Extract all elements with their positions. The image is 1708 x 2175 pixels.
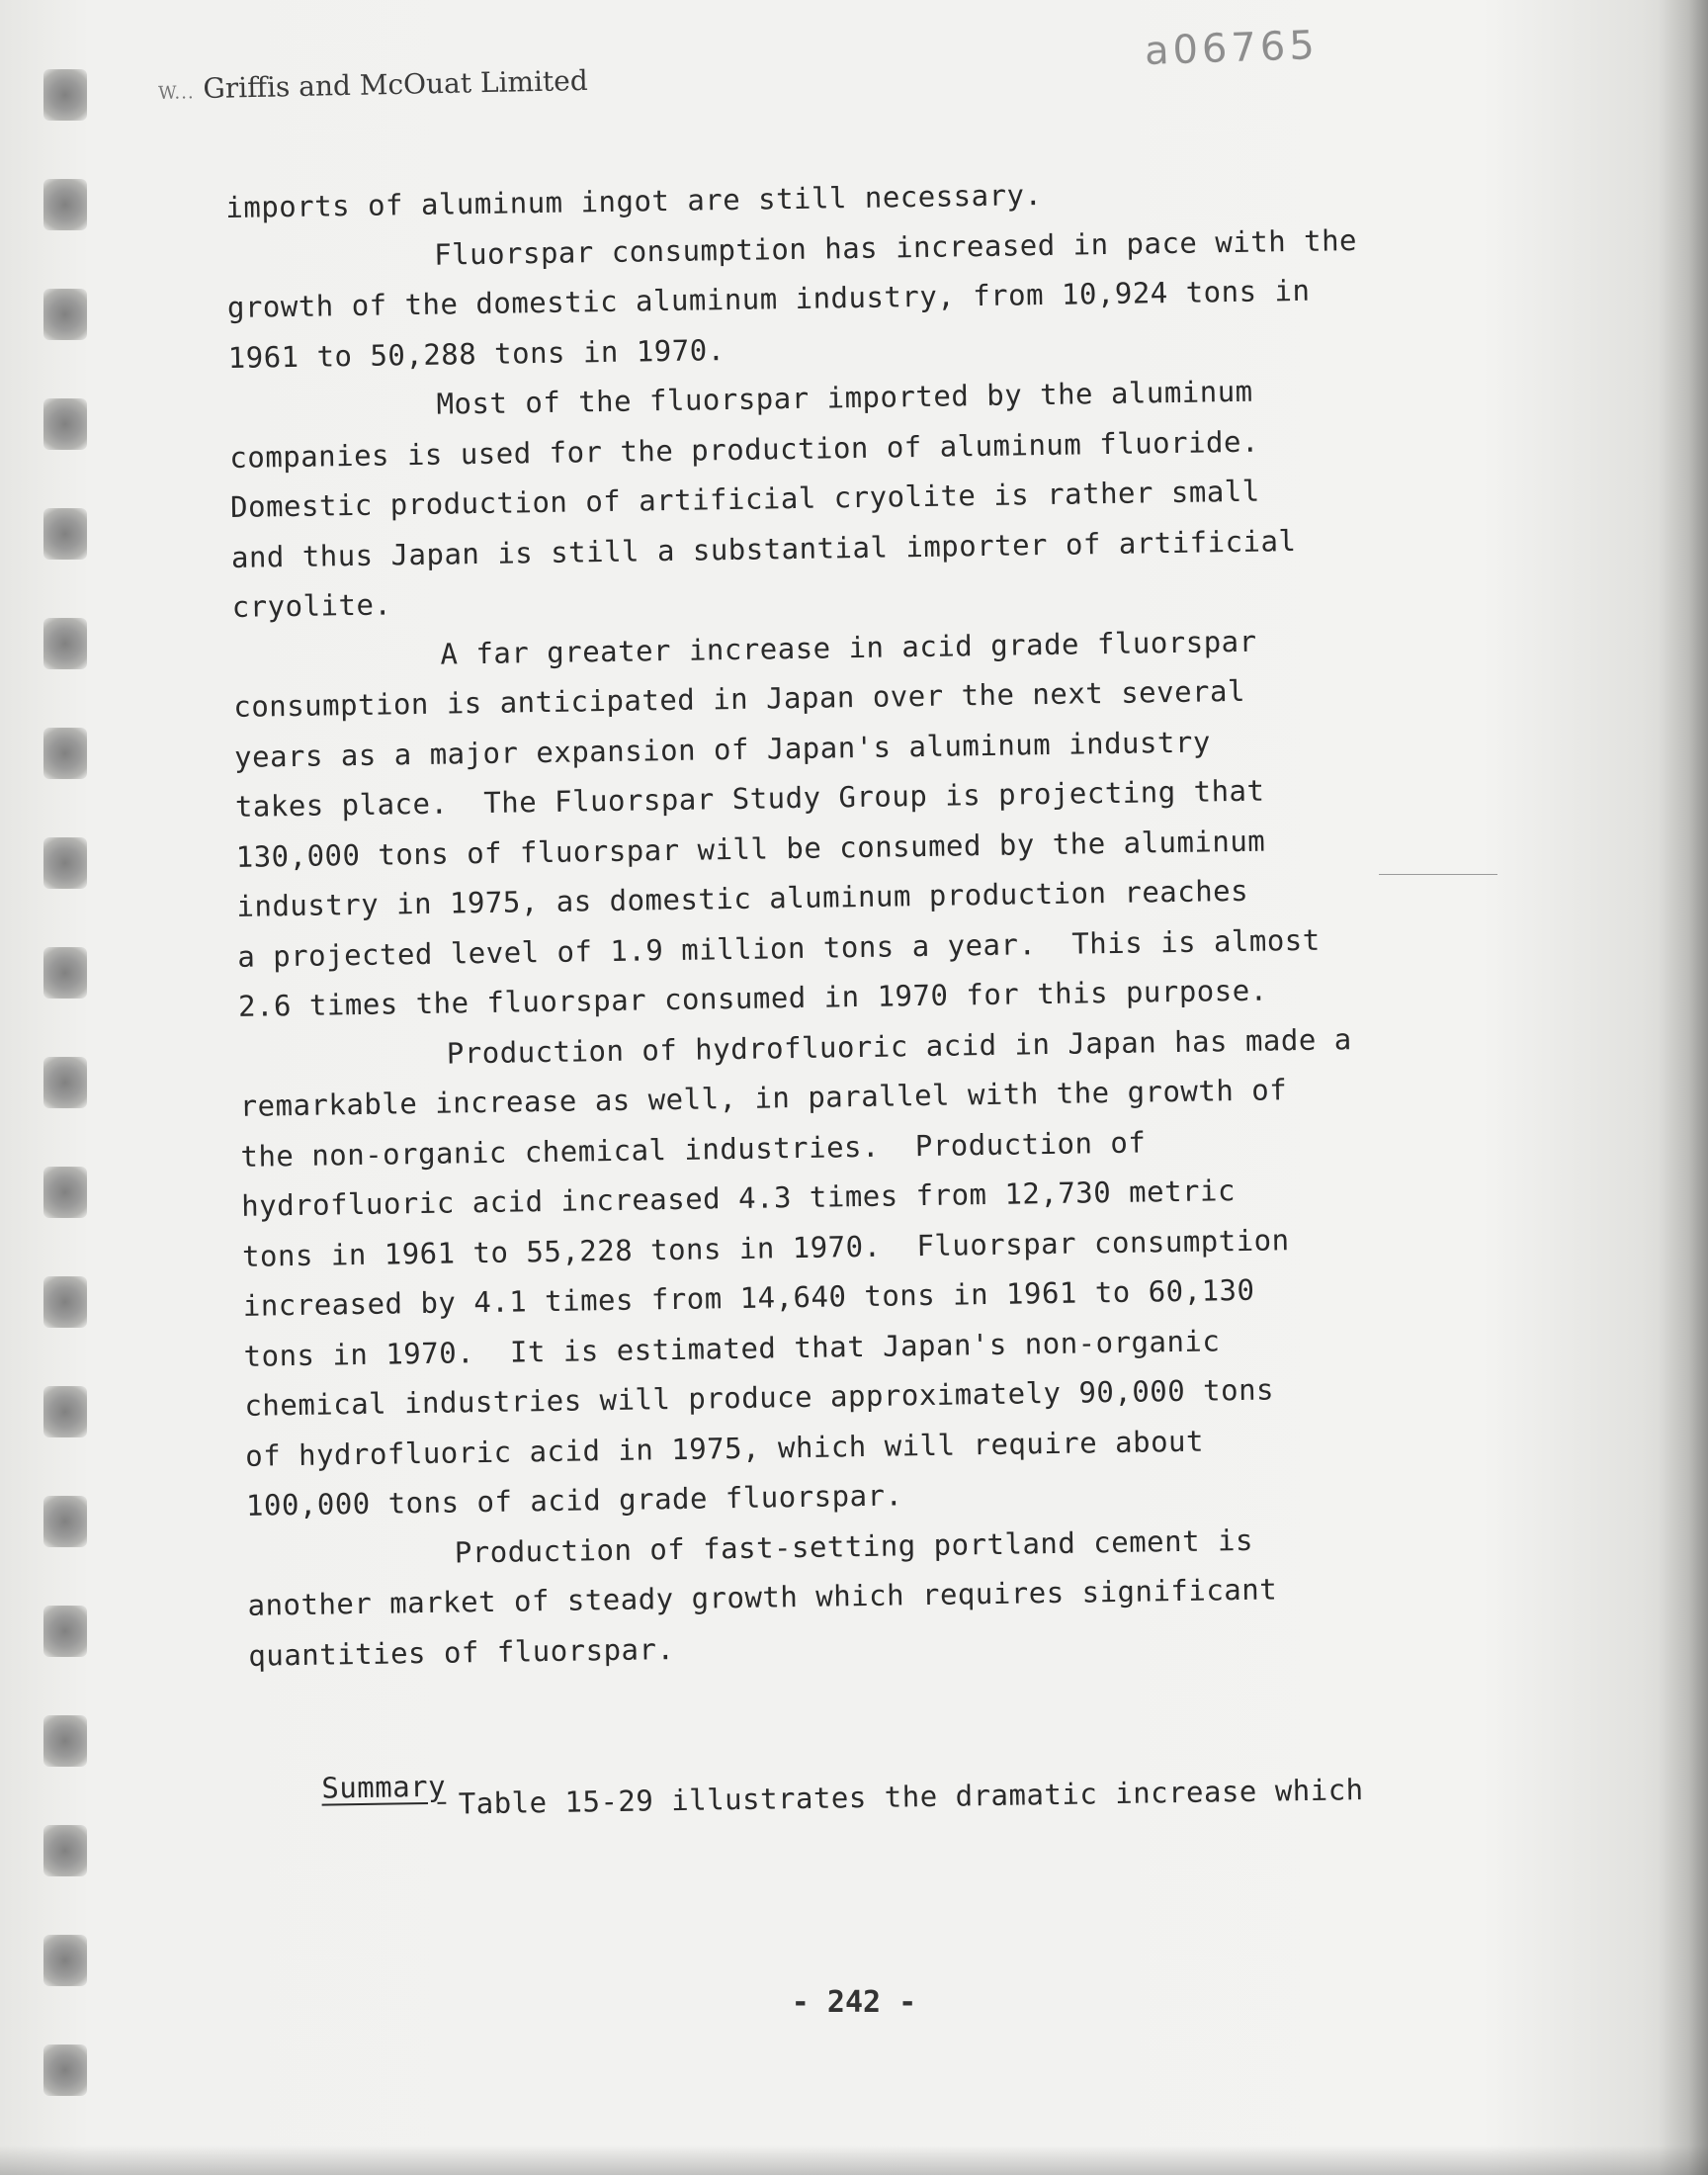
text-line: Production of hydrofluoric acid in Japan has made a (446, 1021, 1352, 1071)
text-line: years as a major expansion of Japan's aluminum industry (233, 724, 1212, 774)
binding-hole (43, 618, 87, 669)
page-bottom-shadow (0, 2145, 1708, 2175)
text-line: chemical industries will produce approximately 90,000 tons (244, 1372, 1275, 1423)
text-line: of hydrofluoric acid in 1975, which will require about (244, 1424, 1205, 1473)
binding-hole (43, 1715, 87, 1767)
paragraph (232, 612, 1523, 1031)
page-number: - 242 - (791, 1985, 917, 2020)
binding-hole (43, 398, 87, 450)
binding-hole (43, 1935, 87, 1986)
binding-hole (43, 1606, 87, 1657)
binding-hole (43, 1496, 87, 1547)
text-line: 130,000 tons of fluorspar will be consumed by the aluminum (235, 824, 1266, 874)
text-line: remarkable increase as well, in parallel with the growth of (239, 1073, 1288, 1123)
text-line: quantities of fluorspar. (248, 1631, 675, 1673)
text-line: tons in 1961 to 55,228 tons in 1970. Fluorspar consumption (241, 1222, 1290, 1273)
binding-hole (43, 289, 87, 340)
text-line: tons in 1970. It is estimated that Japan's non-organic (243, 1323, 1221, 1373)
binding-hole (43, 1167, 87, 1218)
text-line: imports of aluminum ingot are still necessary. (225, 178, 1043, 224)
paragraph (238, 1011, 1531, 1530)
binding-hole (43, 69, 87, 121)
text-line: increased by 4.1 times from 14,640 tons in 1961 to 60,130 (242, 1272, 1255, 1323)
binding-hole (43, 1825, 87, 1876)
binding-hole (43, 2044, 87, 2096)
text-line: the non-organic chemical industries. Production of (240, 1124, 1147, 1174)
text-line: hydrofluoric acid increased 4.3 times from 12,730 metric (240, 1174, 1237, 1223)
text-line: 100,000 tons of acid grade fluorspar. (245, 1478, 903, 1522)
text-line: A far greater increase in acid grade fluorspar (440, 624, 1257, 671)
text-line: Production of fast-setting portland cement is (454, 1522, 1254, 1570)
text-line: takes place. The Fluorspar Study Group is projecting that (234, 773, 1265, 824)
text-line: growth of the domestic aluminum industry, from 10,924 tons in (226, 273, 1311, 324)
binding-hole (43, 947, 87, 999)
binding-hole (43, 508, 87, 560)
paragraph (246, 1511, 1533, 1681)
document-body (225, 163, 1536, 1832)
text-line: companies is used for the production of aluminum fluoride. (229, 424, 1260, 475)
binding-hole (43, 1276, 87, 1328)
document-id-stamp: a06765 (1144, 22, 1320, 75)
paragraph (226, 213, 1513, 383)
text-line: another market of steady growth which requires significant (247, 1572, 1278, 1622)
text-line: Domestic production of artificial cryolite is rather small (229, 474, 1260, 524)
binding-hole (43, 837, 87, 889)
binding-hole (43, 1386, 87, 1437)
text-line: 2.6 times the fluorspar consumed in 1970 for this purpose. (237, 973, 1268, 1023)
binding-hole (43, 179, 87, 230)
binding-holes (38, 69, 97, 2165)
text-line: industry in 1975, as domestic aluminum production reaches (236, 873, 1249, 923)
binding-hole (43, 1057, 87, 1108)
page-edge-shadow (1659, 0, 1708, 2175)
text-line: 1961 to 50,288 tons in 1970. (227, 332, 726, 375)
text-line: Table 15-29 illustrates the dramatic increase which (458, 1772, 1364, 1820)
text-line: Most of the fluorspar imported by the aluminum (436, 374, 1253, 421)
paragraph (228, 363, 1517, 633)
summary-heading: Summary (321, 1769, 447, 1805)
binding-hole (43, 728, 87, 779)
text-line: Fluorspar consumption has increased in pace with the (433, 222, 1358, 272)
text-line: a projected level of 1.9 million tons a year. This is almost (237, 922, 1321, 974)
text-line: cryolite. (231, 587, 392, 624)
text-line: consumption is anticipated in Japan over the next several (233, 673, 1246, 724)
letterhead-prefix: W... (157, 82, 195, 104)
firm-name: Griffis and McOuat Limited (203, 63, 589, 106)
text-line: and thus Japan is still a substantial importer of artificial (230, 523, 1297, 574)
